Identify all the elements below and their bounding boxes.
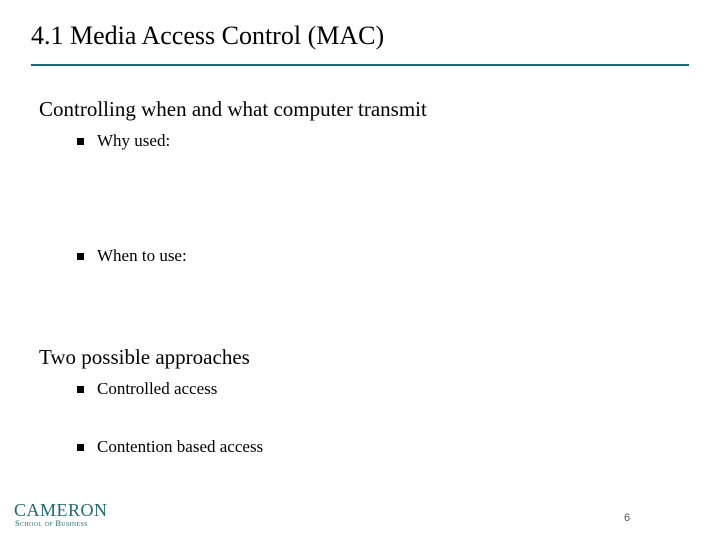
section-heading-approaches: Two possible approaches	[39, 345, 250, 369]
bullet-item-why-used	[77, 130, 170, 152]
slide-title: 4.1 Media Access Control (MAC)	[31, 21, 385, 50]
bullet-item-contention-access	[77, 436, 263, 458]
bullet-label: When to use:	[97, 246, 187, 265]
square-bullet-icon	[77, 253, 84, 260]
logo-wordmark: CAMERON	[14, 500, 108, 520]
square-bullet-icon	[77, 386, 84, 393]
section-heading-controlling: Controlling when and what computer transmit	[39, 97, 427, 121]
logo-subtitle: School of Business	[15, 518, 88, 528]
bullet-item-when-to-use	[77, 245, 187, 267]
cameron-logo	[14, 500, 124, 530]
page-number: 6	[624, 512, 631, 524]
bullet-item-controlled-access	[77, 378, 217, 400]
bullet-label: Controlled access	[97, 379, 218, 398]
square-bullet-icon	[77, 138, 84, 145]
square-bullet-icon	[77, 444, 84, 451]
bullet-label: Why used:	[97, 131, 171, 150]
bullet-label: Contention based access	[97, 437, 264, 456]
title-divider	[31, 64, 689, 66]
